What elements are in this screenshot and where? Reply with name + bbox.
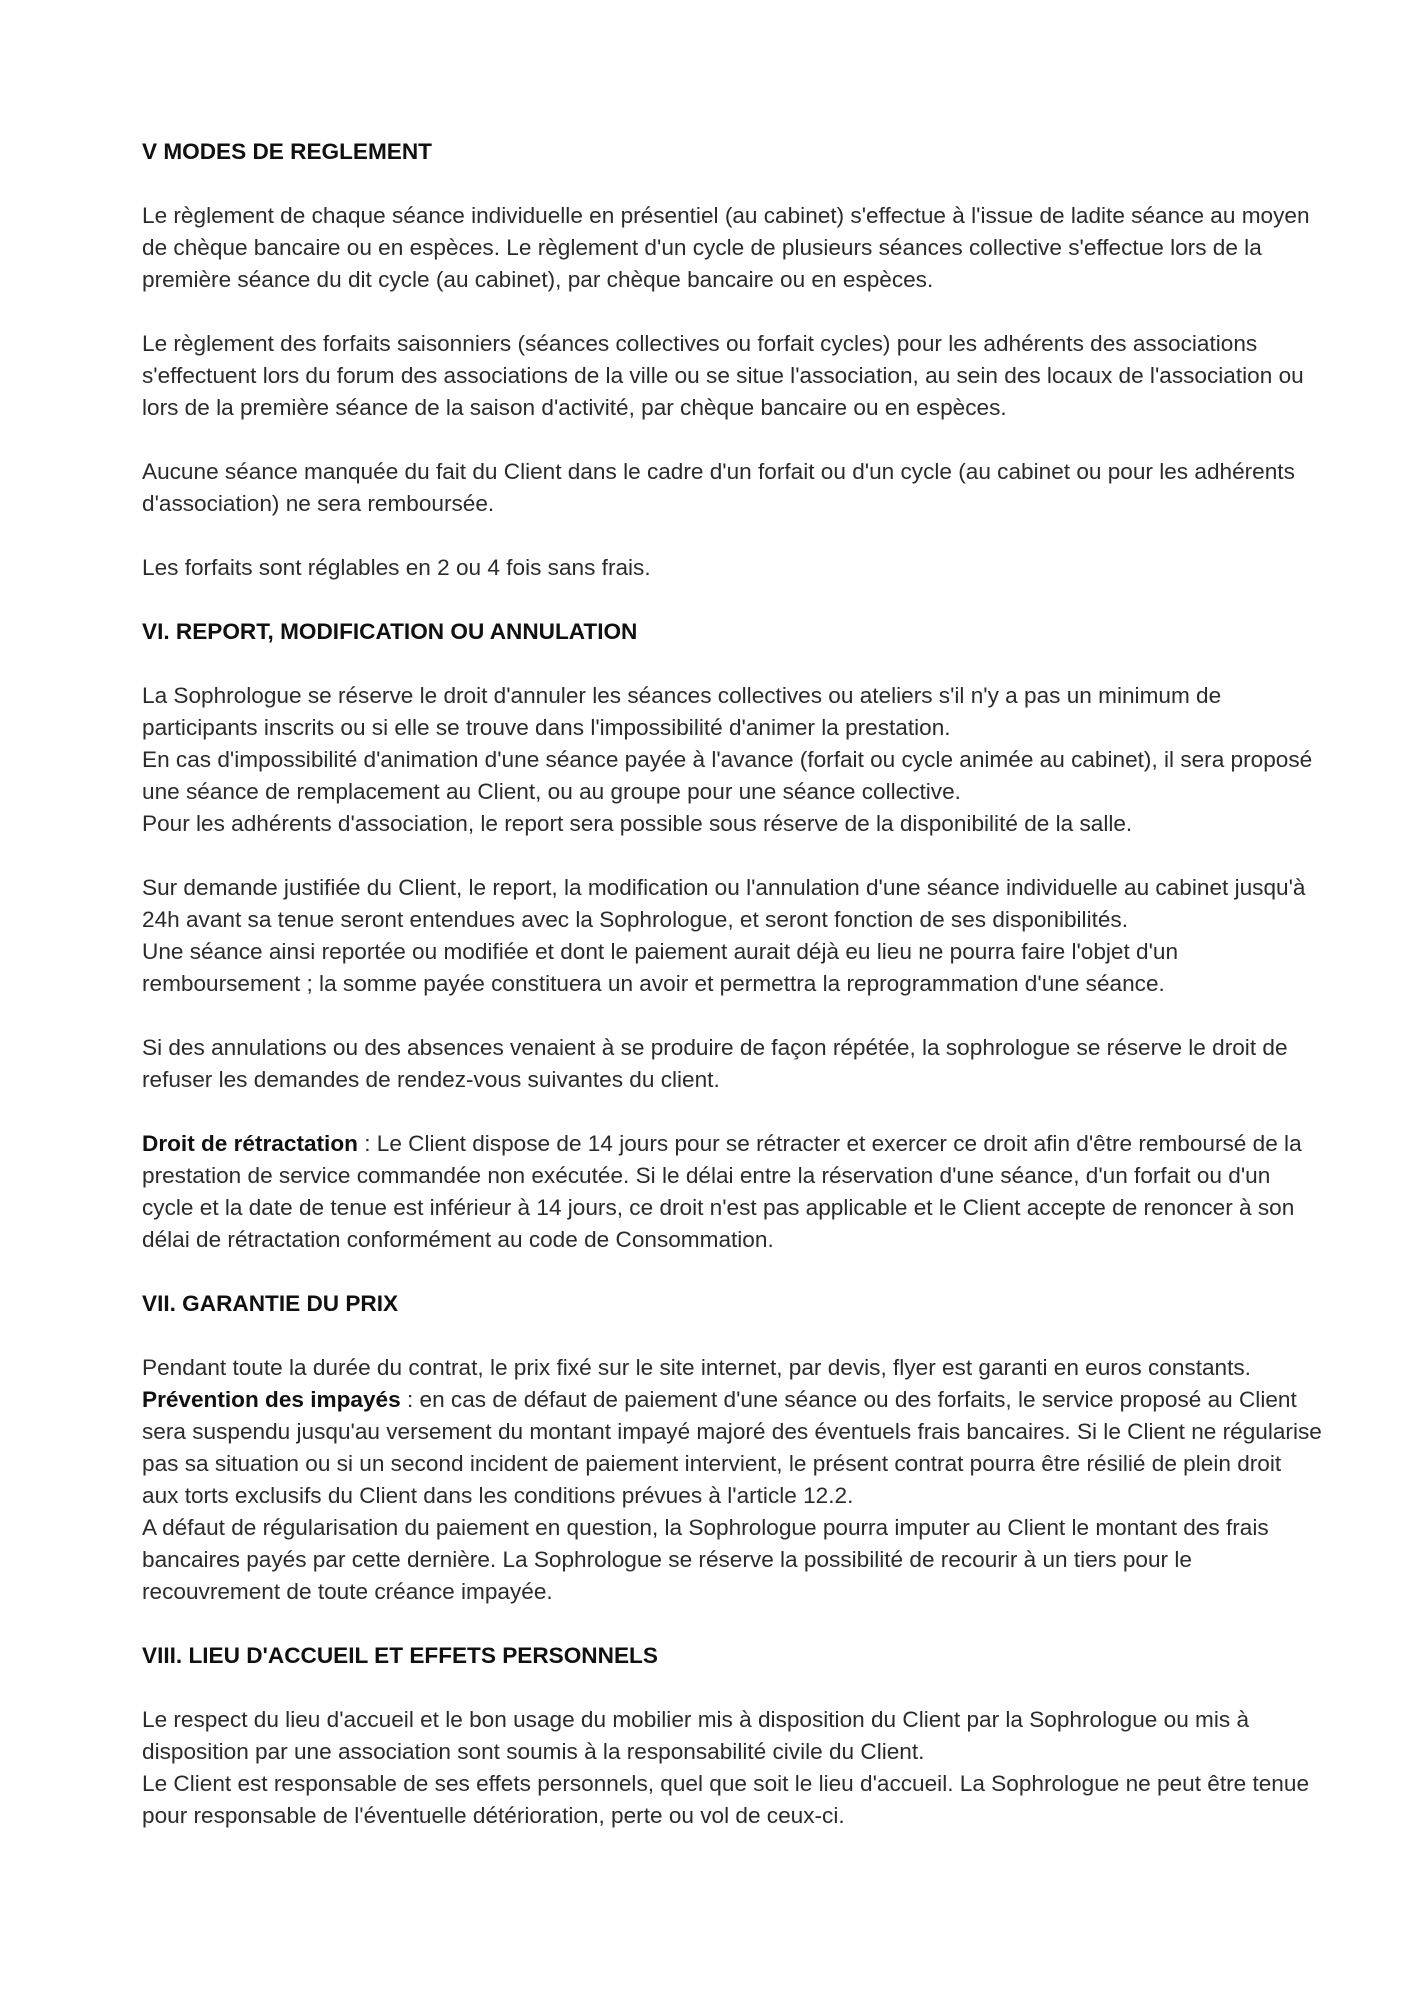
document-page (142, 136, 1322, 1832)
section-heading: VII. GARANTIE DU PRIX (142, 1291, 399, 1316)
paragraph (142, 1384, 1322, 1512)
paragraph: Le Client est responsable de ses effets personnels, quel que soit le lieu d'accueil. La Sophrologue ne peut être tenue pour responsable de l'éventuelle détérioration, perte ou vol de ceux-ci. (142, 1771, 1310, 1828)
paragraph: Sur demande justifiée du Client, le report, la modification ou l'annulation d'une séance individuelle au cabinet jusqu'à 24h avant sa tenue seront entendues avec la Sophrologue, et seront fonction de ses disponibilités. (142, 875, 1306, 932)
paragraph: Une séance ainsi reportée ou modifiée et dont le paiement aurait déjà eu lieu ne pourra faire l'objet d'un remboursement ; la somme payée constituera un avoir et permettra la reprogrammation d'une séance. (142, 939, 1179, 996)
paragraph-text: : Le Client dispose de 14 jours pour se rétracter et exercer ce droit afin d'être remboursé de la prestation de service commandée non exécutée. Si le délai entre la réservation d'une séance, d'un forfait ou d'un cycle et la date de tenue est inférieur à 14 jours, ce droit n'est pas applicable et le Client accepte de renoncer à son délai de rétractation conformément au code de Consommation. (142, 1131, 1302, 1252)
section-heading: VIII. LIEU D'ACCUEIL ET EFFETS PERSONNELS (142, 1643, 658, 1668)
paragraph-text: : en cas de défaut de paiement d'une séance ou des forfaits, le service proposé au Client sera suspendu jusqu'au versement du montant impayé majoré des éventuels frais bancaires. Si le Client ne régularise pas sa situation ou si un second incident de paiement intervient, le présent contrat pourra être résilié de plein droit aux torts exclusifs du Client dans les conditions prévues à l'article 12.2. (142, 1387, 1322, 1508)
paragraph: Le règlement de chaque séance individuelle en présentiel (au cabinet) s'effectue à l'issue de ladite séance au moyen de chèque bancaire ou en espèces. Le règlement d'un cycle de plusieurs séances collective s'effectue lors de la première séance du dit cycle (au cabinet), par chèque bancaire ou en espèces. (142, 203, 1310, 292)
paragraph: Si des annulations ou des absences venaient à se produire de façon répétée, la sophrologue se réserve le droit de refuser les demandes de rendez-vous suivantes du client. (142, 1035, 1288, 1092)
paragraph: Pour les adhérents d'association, le report sera possible sous réserve de la disponibilité de la salle. (142, 811, 1133, 836)
section-heading: VI. REPORT, MODIFICATION OU ANNULATION (142, 619, 638, 644)
paragraph: En cas d'impossibilité d'animation d'une séance payée à l'avance (forfait ou cycle animée au cabinet), il sera proposé une séance de remplacement au Client, ou au groupe pour une séance collective. (142, 747, 1313, 804)
paragraph: A défaut de régularisation du paiement en question, la Sophrologue pourra imputer au Client le montant des frais bancaires payés par cette dernière. La Sophrologue se réserve la possibilité de recourir à un tiers pour le recouvrement de toute créance impayée. (142, 1515, 1269, 1604)
section-heading: V MODES DE REGLEMENT (142, 139, 432, 164)
paragraph: Le règlement des forfaits saisonniers (séances collectives ou forfait cycles) pour les adhérents des associations s'effectuent lors du forum des associations de la ville ou se situe l'association, au sein des locaux de l'association ou lors de la première séance de la saison d'activité, par chèque bancaire ou en espèces. (142, 331, 1304, 420)
paragraph: Les forfaits sont réglables en 2 ou 4 fois sans frais. (142, 555, 651, 580)
paragraph (142, 1128, 1322, 1256)
bold-term: Prévention des impayés (142, 1387, 401, 1412)
bold-term: Droit de rétractation (142, 1131, 358, 1156)
paragraph: Pendant toute la durée du contrat, le prix fixé sur le site internet, par devis, flyer est garanti en euros constants. (142, 1355, 1251, 1380)
paragraph: Le respect du lieu d'accueil et le bon usage du mobilier mis à disposition du Client par la Sophrologue ou mis à disposition par une association sont soumis à la responsabilité civile du Client. (142, 1707, 1250, 1764)
paragraph: La Sophrologue se réserve le droit d'annuler les séances collectives ou ateliers s'il n'y a pas un minimum de participants inscrits ou si elle se trouve dans l'impossibilité d'animer la prestation. (142, 683, 1222, 740)
paragraph: Aucune séance manquée du fait du Client dans le cadre d'un forfait ou d'un cycle (au cabinet ou pour les adhérents d'association) ne sera remboursée. (142, 459, 1295, 516)
